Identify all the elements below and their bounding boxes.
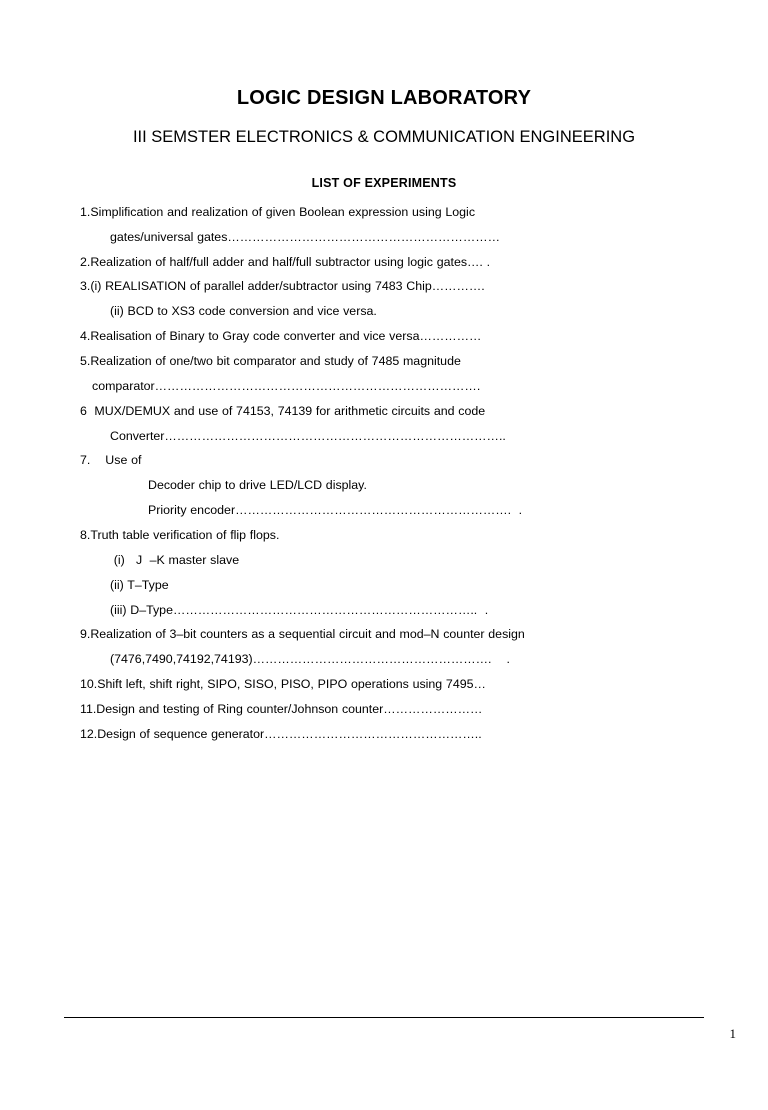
document-page xyxy=(0,86,768,1110)
list-item: 3.(i) REALISATION of parallel adder/subtractor using 7483 Chip…………. xyxy=(80,279,485,294)
list-item: 6 MUX/DEMUX and use of 74153, 74139 for arithmetic circuits and code xyxy=(80,403,486,418)
footer-divider xyxy=(64,1017,704,1018)
list-item: Converter……………………………………………………………………….. xyxy=(110,428,506,443)
list-item: gates/universal gates………………………………………………………… xyxy=(110,229,500,244)
list-item: 11.Design and testing of Ring counter/Johnson counter…………………… xyxy=(80,701,483,716)
list-item: 8.Truth table verification of flip flops. xyxy=(80,527,280,542)
list-item: 4.Realisation of Binary to Gray code converter and vice versa…………… xyxy=(80,329,482,344)
experiments-list xyxy=(0,204,768,743)
list-item: 12.Design of sequence generator…………………………………………….. xyxy=(80,726,482,741)
section-heading: LIST OF EXPERIMENTS xyxy=(311,175,457,190)
list-item: 9.Realization of 3–bit counters as a sequential circuit and mod–N counter design xyxy=(80,627,525,642)
list-item: 7. Use of xyxy=(80,453,142,468)
list-item: 2.Realization of half/full adder and half/full subtractor using logic gates…. . xyxy=(80,254,491,269)
list-item: Priority encoder…………………………………………………………. . xyxy=(148,503,523,518)
list-item: Decoder chip to drive LED/LCD display. xyxy=(148,478,367,493)
list-item: 1.Simplification and realization of given Boolean expression using Logic xyxy=(80,204,476,219)
list-item: (ii) BCD to XS3 code conversion and vice versa. xyxy=(110,304,377,319)
list-item: (iii) D–Type……………………………………………………………….. . xyxy=(110,602,489,617)
list-item: (i) J –K master slave xyxy=(110,552,240,567)
page-number: 1 xyxy=(729,1026,736,1041)
list-item: 5.Realization of one/two bit comparator and study of 7485 magnitude xyxy=(80,353,461,368)
list-item: (7476,7490,74192,74193)…………………………………………………. . xyxy=(110,652,510,667)
list-item: comparator……………………………………………………………………. xyxy=(92,378,481,393)
page-subtitle: III SEMSTER ELECTRONICS & COMMUNICATION ENGINEERING xyxy=(132,128,636,146)
page-title: LOGIC DESIGN LABORATORY xyxy=(236,87,532,109)
list-item: 10.Shift left, shift right, SIPO, SISO, PISO, PIPO operations using 7495… xyxy=(80,677,486,692)
list-item: (ii) T–Type xyxy=(110,577,169,592)
